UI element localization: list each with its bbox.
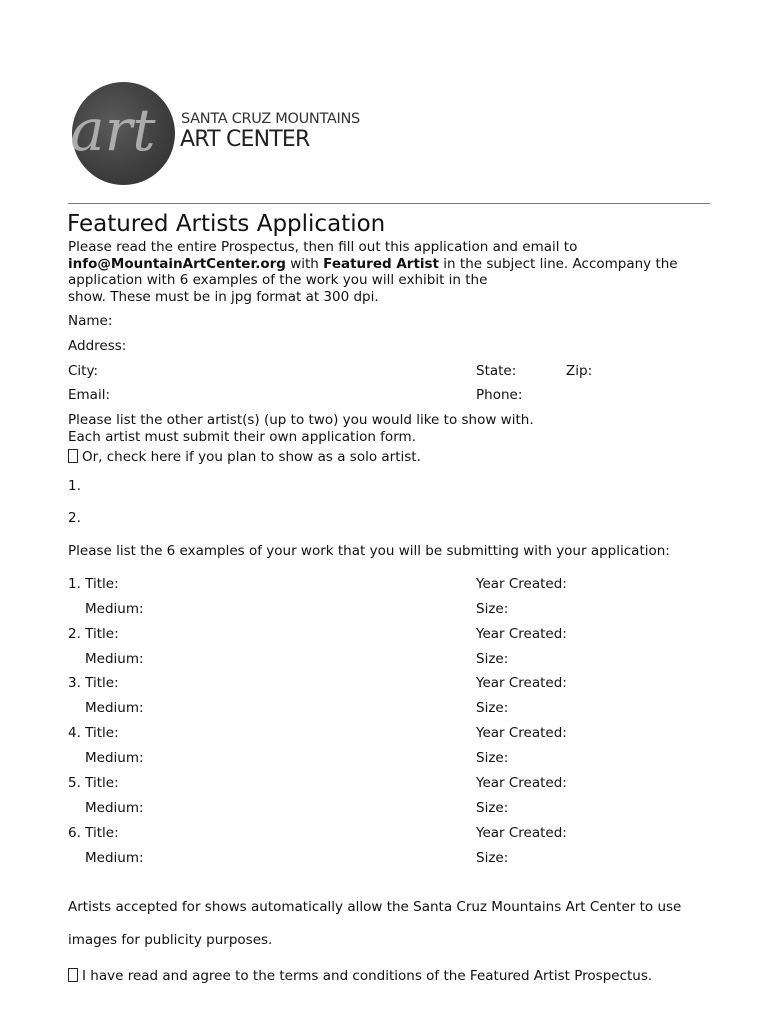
work-size-field[interactable]: Size: — [476, 601, 509, 617]
agree-terms-label: I have read and agree to the terms and conditions of the Featured Artist Prospectus. — [82, 968, 653, 984]
works-prompt: Please list the 6 examples of your work that you will be submitting with your application: — [68, 543, 670, 559]
city-field-label[interactable]: City: — [68, 363, 99, 379]
email-field-label[interactable]: Email: — [68, 387, 111, 403]
logo-line1: SANTA CRUZ MOUNTAINS — [181, 111, 360, 127]
phone-field-label[interactable]: Phone: — [476, 387, 523, 403]
solo-artist-option[interactable] — [68, 449, 421, 466]
publicity-line2: images for publicity purposes. — [68, 932, 273, 948]
intro-text4: application with 6 examples of the work you will exhibit in the — [68, 272, 488, 288]
work-title-field[interactable]: 5. Title: — [68, 775, 119, 791]
intro-text5: show. These must be in jpg format at 300 dpi. — [68, 288, 379, 305]
work-title-field[interactable]: 3. Title: — [68, 675, 119, 691]
logo-line2: ART CENTER — [180, 127, 310, 152]
art-logo-icon — [62, 88, 182, 178]
form-title: Featured Artists Application — [67, 211, 386, 237]
work-year-field[interactable]: Year Created: — [476, 675, 567, 691]
work-medium-field[interactable]: Medium: — [85, 750, 144, 766]
work-medium-field[interactable]: Medium: — [85, 601, 144, 617]
work-size-field[interactable]: Size: — [476, 700, 509, 716]
zip-field-label[interactable]: Zip: — [566, 363, 593, 379]
work-size-field[interactable]: Size: — [476, 651, 509, 667]
work-year-field[interactable]: Year Created: — [476, 825, 567, 841]
work-medium-field[interactable]: Medium: — [85, 651, 144, 667]
svg-text:art: art — [70, 96, 156, 164]
artists-prompt-line1: Please list the other artist(s) (up to two) you would like to show with. — [68, 412, 534, 428]
agree-terms-checkbox[interactable] — [68, 968, 78, 982]
work-title-field[interactable]: 6. Title: — [68, 825, 119, 841]
work-size-field[interactable]: Size: — [476, 800, 509, 816]
work-title-field[interactable]: 1. Title: — [68, 576, 119, 592]
agree-terms-option[interactable] — [68, 968, 652, 985]
intro-text3: in the subject line. Accompany the — [439, 255, 678, 272]
intro-text1: Please read the entire Prospectus, then fill out this application and email to — [68, 239, 578, 255]
subject-line: Featured Artist — [323, 255, 440, 272]
other-artist-2-field[interactable]: 2. — [68, 510, 81, 526]
state-field-label[interactable]: State: — [476, 363, 517, 379]
work-year-field[interactable]: Year Created: — [476, 775, 567, 791]
intro-text2: with — [285, 255, 324, 272]
publicity-line1: Artists accepted for shows automatically allow the Santa Cruz Mountains Art Center to use — [68, 899, 682, 915]
solo-artist-label: Or, check here if you plan to show as a solo artist. — [82, 449, 421, 465]
work-year-field[interactable]: Year Created: — [476, 725, 567, 741]
work-size-field[interactable]: Size: — [476, 750, 509, 766]
work-title-field[interactable]: 4. Title: — [68, 725, 119, 741]
work-medium-field[interactable]: Medium: — [85, 800, 144, 816]
solo-artist-checkbox[interactable] — [68, 449, 78, 463]
intro-paragraph — [68, 239, 708, 305]
address-field-label[interactable]: Address: — [68, 338, 127, 354]
work-year-field[interactable]: Year Created: — [476, 626, 567, 642]
work-year-field[interactable]: Year Created: — [476, 576, 567, 592]
work-title-field[interactable]: 2. Title: — [68, 626, 119, 642]
work-medium-field[interactable]: Medium: — [85, 850, 144, 866]
work-medium-field[interactable]: Medium: — [85, 700, 144, 716]
contact-email-link[interactable]: info@MountainArtCenter.org — [68, 255, 286, 272]
work-size-field[interactable]: Size: — [476, 850, 509, 866]
header-divider — [68, 203, 710, 204]
name-field-label[interactable]: Name: — [68, 313, 113, 329]
artists-prompt-line2: Each artist must submit their own application form. — [68, 429, 416, 445]
other-artist-1-field[interactable]: 1. — [68, 478, 81, 494]
